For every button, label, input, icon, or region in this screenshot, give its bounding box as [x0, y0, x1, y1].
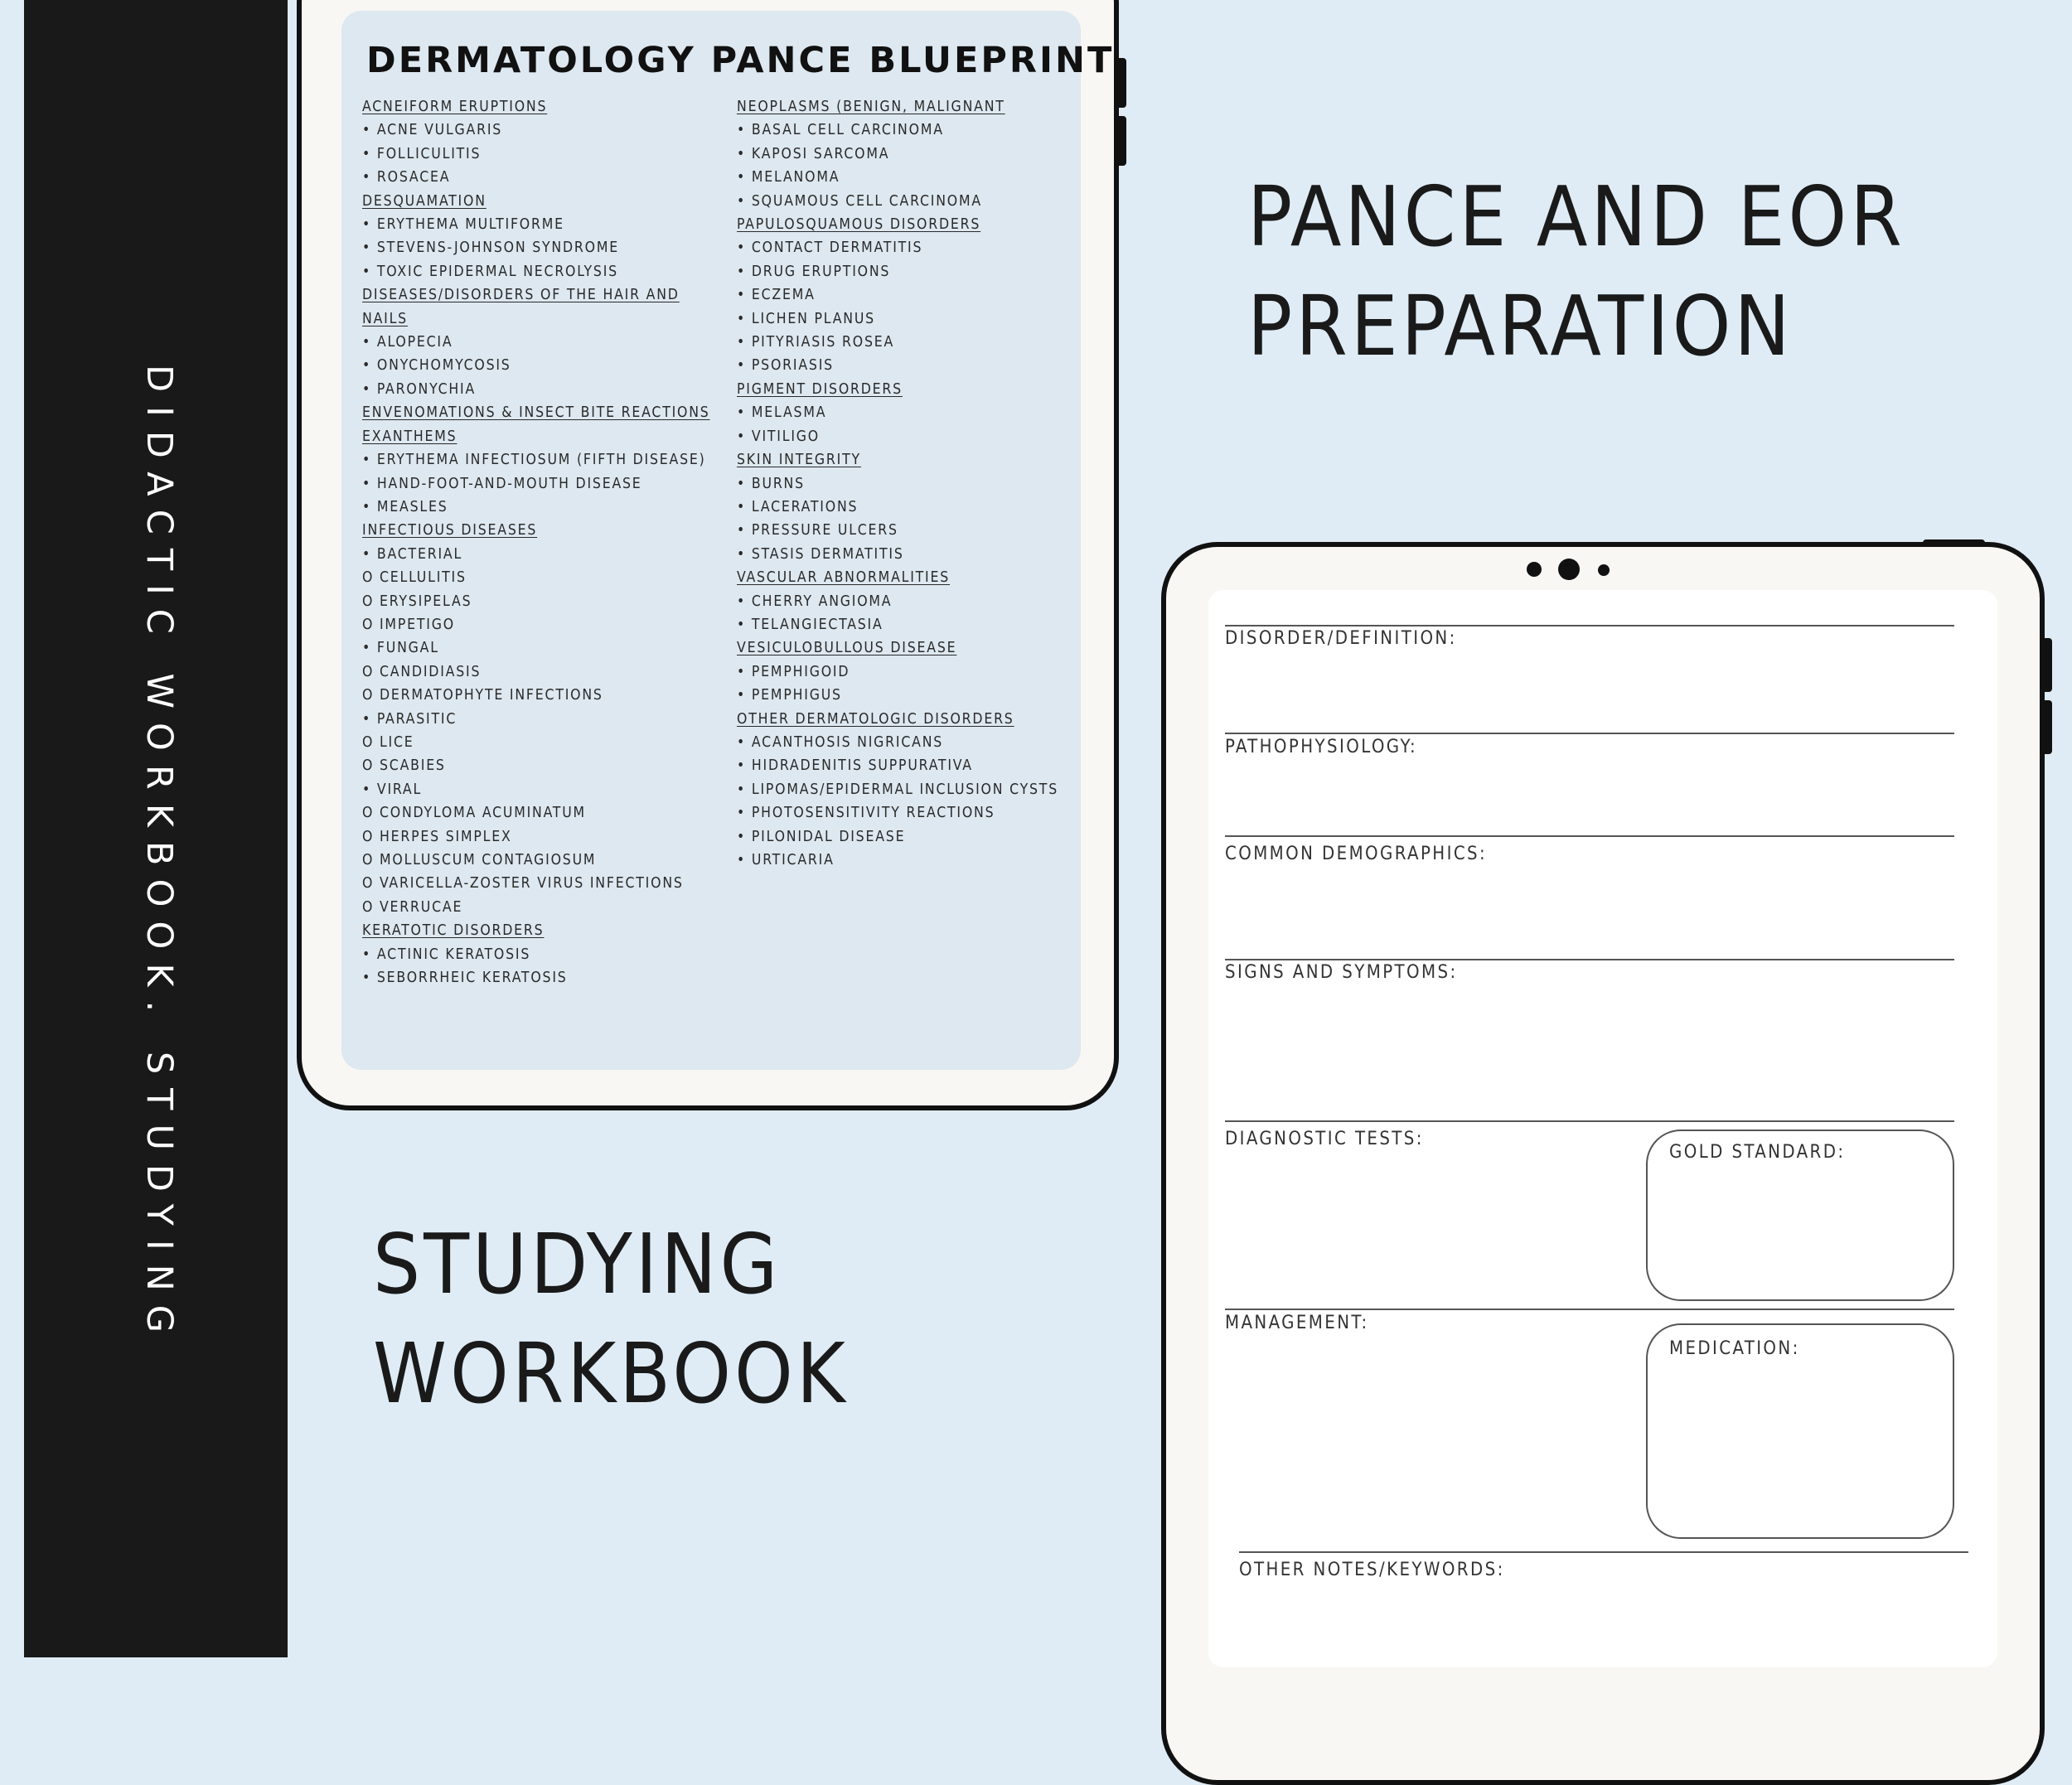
tablet-side-button — [2045, 638, 2052, 692]
blueprint-list-item: • DRUG ERUPTIONS — [737, 263, 891, 280]
blueprint-list-item: • STASIS DERMATITIS — [737, 545, 904, 563]
tablet-side-button — [1119, 58, 1126, 108]
blueprint-right-column — [737, 95, 1058, 872]
worksheet-rule — [1225, 625, 1954, 626]
blueprint-list-item: • BURNS — [737, 475, 805, 492]
blueprint-list-item: • BACTERIAL — [362, 545, 463, 563]
blueprint-list-item: • VIRAL — [362, 781, 423, 798]
blueprint-list-item: • BASAL CELL CARCINOMA — [737, 122, 944, 139]
blueprint-list-item: O CONDYLOMA ACUMINATUM — [362, 805, 586, 822]
tablet-side-button — [1119, 116, 1126, 166]
blueprint-list-item: • HIDRADENITIS SUPPURATIVA — [737, 757, 973, 775]
blueprint-section-heading: NEOPLASMS (BENIGN, MALIGNANT — [737, 99, 1005, 115]
blueprint-section-heading: DISEASES/DISORDERS OF THE HAIR AND — [362, 287, 680, 304]
blueprint-section-heading: VASCULAR ABNORMALITIES — [737, 569, 951, 587]
blueprint-list-item: • ERYTHEMA MULTIFORME — [362, 216, 564, 234]
blueprint-list-item: • MELANOMA — [737, 169, 840, 186]
worksheet-rule — [1225, 835, 1954, 837]
blueprint-list-item: O IMPETIGO — [362, 616, 455, 633]
headline-pance-eor — [1247, 162, 1905, 381]
blueprint-list-item: O LICE — [362, 733, 414, 751]
blueprint-list-item: • FUNGAL — [362, 640, 439, 657]
label-gold-standard: GOLD STANDARD: — [1669, 1142, 1846, 1163]
blueprint-list-item: • ACNE VULGARIS — [362, 122, 503, 139]
blueprint-section-heading: INFECTIOUS DISEASES — [362, 522, 538, 539]
blueprint-list-item: • PSORIASIS — [737, 357, 834, 375]
blueprint-list-item: • SEBORRHEIC KERATOSIS — [362, 970, 568, 987]
blueprint-list-item: • PITYRIASIS ROSEA — [737, 334, 895, 351]
blueprint-list-item: • PEMPHIGOID — [737, 663, 850, 680]
blueprint-list-item: • MELASMA — [737, 404, 827, 422]
worksheet-rule — [1225, 1309, 1954, 1310]
label-common-demographics: COMMON DEMOGRAPHICS: — [1225, 844, 1488, 864]
blueprint-list-item: O VARICELLA-ZOSTER VIRUS INFECTIONS — [362, 875, 684, 892]
blueprint-section-heading: KERATOTIC DISORDERS — [362, 922, 545, 940]
headline-top-line-2: PREPARATION — [1247, 278, 1794, 375]
blueprint-list-item: • ECZEMA — [737, 287, 816, 304]
blueprint-list-item: O SCABIES — [362, 757, 446, 775]
blueprint-list-item: • PRESSURE ULCERS — [737, 522, 898, 539]
blueprint-list-item: • ERYTHEMA INFECTIOSUM (FIFTH DISEASE) — [362, 452, 706, 469]
blueprint-list-item: • PEMPHIGUS — [737, 687, 842, 704]
label-signs-symptoms: SIGNS AND SYMPTOMS: — [1225, 962, 1458, 983]
worksheet-rule — [1225, 733, 1954, 734]
worksheet-rule — [1225, 959, 1954, 960]
blueprint-list-item: • LICHEN PLANUS — [737, 310, 875, 327]
camera-lens-icon — [1558, 559, 1580, 580]
blueprint-title: DERMATOLOGY PANCE BLUEPRINT — [366, 40, 1115, 81]
blueprint-list-item: • PARASITIC — [362, 710, 457, 728]
camera-dot-icon — [1598, 564, 1610, 576]
headline-studying-workbook — [373, 1210, 849, 1429]
blueprint-section-heading: ENVENOMATIONS & INSECT BITE REACTIONS — [362, 404, 710, 422]
headline-bottom-line-1: STUDYING — [373, 1216, 782, 1313]
label-pathophysiology: PATHOPHYSIOLOGY: — [1225, 737, 1418, 757]
blueprint-list-item: • ACANTHOSIS NIGRICANS — [737, 733, 944, 751]
blueprint-list-item: • KAPOSI SARCOMA — [737, 145, 890, 162]
label-medication: MEDICATION: — [1669, 1338, 1800, 1359]
blueprint-list-item: • PARONYCHIA — [362, 380, 477, 398]
blueprint-list-item: O MOLLUSCUM CONTAGIOSUM — [362, 852, 597, 868]
blueprint-section-heading: ACNEIFORM ERUPTIONS — [362, 99, 548, 115]
tablet-top-button — [1923, 539, 1985, 547]
blueprint-list-item: • VITILIGO — [737, 428, 820, 445]
label-management: MANAGEMENT: — [1225, 1313, 1369, 1333]
blueprint-section-heading: NAILS — [362, 310, 408, 327]
blueprint-list-item: O HERPES SIMPLEX — [362, 828, 512, 845]
blueprint-list-item: • LACERATIONS — [737, 498, 859, 515]
blueprint-list-item: • HAND-FOOT-AND-MOUTH DISEASE — [362, 475, 642, 492]
blueprint-list-item: • URTICARIA — [737, 852, 835, 868]
blueprint-section-heading: DESQUAMATION — [362, 192, 487, 210]
blueprint-section-heading: PIGMENT DISORDERS — [737, 380, 903, 398]
sidebar — [24, 0, 288, 1657]
blueprint-list-item: • LIPOMAS/EPIDERMAL INCLUSION CYSTS — [737, 781, 1058, 798]
blueprint-section-heading: PAPULOSQUAMOUS DISORDERS — [737, 216, 981, 234]
blueprint-section-heading: EXANTHEMS — [362, 428, 457, 445]
blueprint-left-column — [362, 95, 710, 989]
blueprint-list-item: O CANDIDIASIS — [362, 663, 482, 680]
blueprint-list-item: • PILONIDAL DISEASE — [737, 828, 906, 845]
blueprint-list-item: • FOLLICULITIS — [362, 145, 482, 162]
blueprint-list-item: O CELLULITIS — [362, 569, 467, 587]
blueprint-section-heading: VESICULOBULLOUS DISEASE — [737, 640, 957, 657]
label-other-notes: OTHER NOTES/KEYWORDS: — [1239, 1560, 1505, 1580]
blueprint-list-item: • PHOTOSENSITIVITY REACTIONS — [737, 805, 995, 822]
blueprint-list-item: O DERMATOPHYTE INFECTIONS — [362, 687, 603, 704]
headline-top-line-1: PANCE AND EOR — [1247, 168, 1905, 265]
blueprint-list-item: • ONYCHOMYCOSIS — [362, 357, 511, 375]
label-diagnostic-tests: DIAGNOSTIC TESTS: — [1225, 1129, 1424, 1149]
blueprint-list-item: O VERRUCAE — [362, 898, 463, 916]
blueprint-list-item: • ROSACEA — [362, 169, 451, 186]
label-disorder-definition: DISORDER/DEFINITION: — [1225, 628, 1457, 649]
blueprint-list-item: • STEVENS-JOHNSON SYNDROME — [362, 239, 619, 257]
blueprint-list-item: • ACTINIC KERATOSIS — [362, 946, 531, 963]
blueprint-list-item: • CONTACT DERMATITIS — [737, 239, 923, 257]
tablet-side-button — [2045, 700, 2052, 754]
blueprint-section-heading: OTHER DERMATOLOGIC DISORDERS — [737, 710, 1014, 728]
sidebar-vertical-text: DIDACTIC WORKBOOK. STUDYING — [138, 365, 180, 1347]
blueprint-list-item: • MEASLES — [362, 498, 448, 515]
headline-bottom-line-2: WORKBOOK — [373, 1325, 849, 1422]
blueprint-list-item: • TOXIC EPIDERMAL NECROLYSIS — [362, 263, 618, 280]
worksheet-rule — [1225, 1120, 1954, 1122]
blueprint-list-item: O ERYSIPELAS — [362, 593, 472, 610]
blueprint-list-item: • TELANGIECTASIA — [737, 616, 884, 633]
blueprint-section-heading: SKIN INTEGRITY — [737, 452, 861, 469]
blueprint-list-item: • CHERRY ANGIOMA — [737, 593, 893, 610]
blueprint-list-item: • ALOPECIA — [362, 334, 453, 351]
worksheet-rule — [1239, 1551, 1968, 1553]
camera-dot-icon — [1527, 562, 1542, 577]
blueprint-list-item: • SQUAMOUS CELL CARCINOMA — [737, 192, 982, 210]
